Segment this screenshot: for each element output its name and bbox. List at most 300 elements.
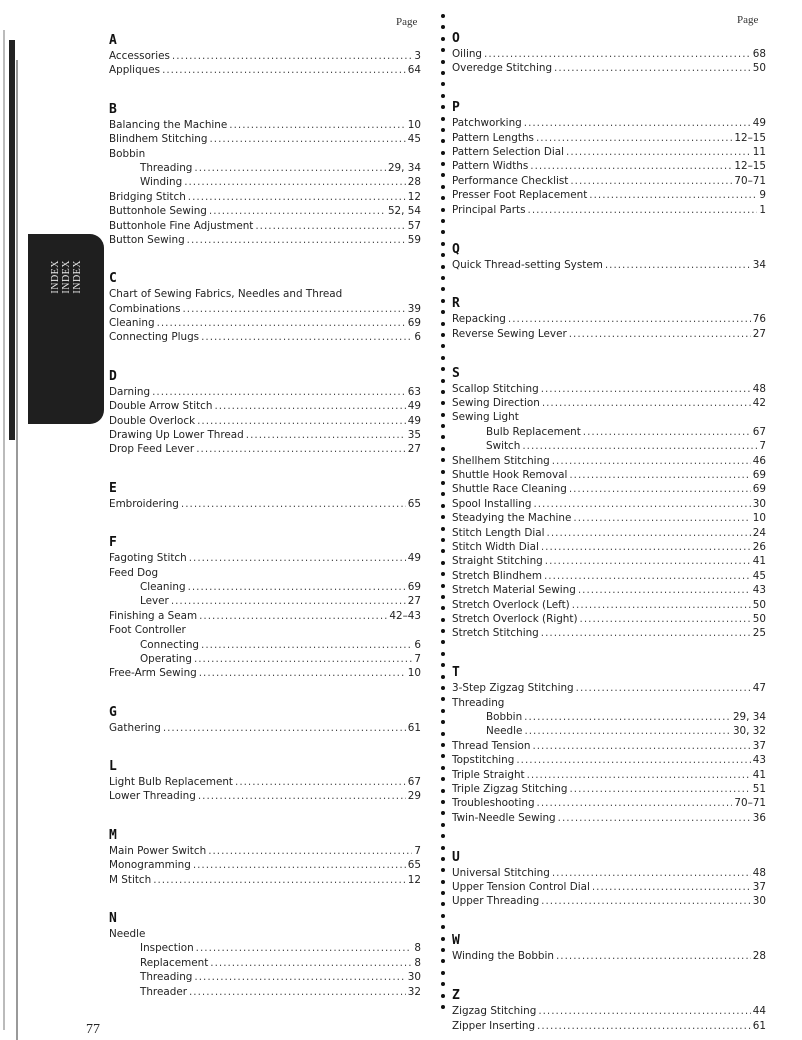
dot-leader (172, 49, 412, 63)
entry-term: Thread Tension (452, 739, 531, 752)
index-entry (109, 497, 421, 511)
dot-leader (235, 775, 406, 789)
entry-page-ref: 65 (407, 497, 421, 510)
divider-dot (441, 846, 445, 850)
entry-term: Threading (140, 971, 193, 984)
entry-page-ref: 69 (752, 483, 766, 496)
divider-dot (441, 37, 445, 41)
index-entry (452, 554, 766, 568)
entry-term: Performance Checklist (452, 174, 569, 187)
dot-leader (547, 526, 751, 540)
index-entry (452, 511, 766, 525)
entry-page-ref: 49 (752, 117, 766, 130)
entry-page-ref: 44 (752, 1005, 766, 1018)
dot-leader (188, 580, 406, 594)
index-entry (109, 204, 421, 218)
entry-term: Upper Threading (452, 895, 540, 908)
index-entry (109, 399, 421, 413)
index-entry (452, 203, 766, 217)
entry-term: Finishing a Seam (109, 609, 198, 622)
entry-term: Quick Thread-setting System (452, 258, 603, 271)
page-number: 77 (86, 1022, 100, 1037)
dot-leader (541, 382, 751, 396)
entry-page-ref: 70–71 (734, 174, 766, 187)
dot-leader (542, 396, 751, 410)
entry-page-ref: 7 (414, 844, 421, 857)
entry-page-ref: 45 (752, 569, 766, 582)
dot-leader (196, 941, 413, 955)
entry-page-ref: 43 (752, 754, 766, 767)
index-heading: Bobbin (109, 147, 146, 160)
entry-term: Threader (140, 985, 187, 998)
letter-heading: Q (452, 241, 460, 257)
divider-dot (441, 14, 445, 18)
divider-dot (441, 504, 445, 508)
letter-heading: G (109, 704, 117, 720)
dot-leader (189, 985, 406, 999)
index-heading: Sewing Light (452, 411, 519, 424)
divider-dot (441, 618, 445, 622)
entry-term: Winding the Bobbin (452, 950, 554, 963)
index-subentry (109, 941, 421, 955)
letter-heading: M (109, 827, 117, 843)
entry-page-ref: 37 (752, 881, 766, 893)
entry-term: Inspection (140, 942, 194, 955)
entry-page-ref: 30, 32 (732, 725, 766, 738)
divider-dot (441, 356, 445, 360)
entry-term: Threading (140, 161, 193, 174)
dot-leader (541, 540, 751, 554)
index-entry (452, 497, 766, 511)
letter-heading: D (109, 368, 117, 384)
entry-term: Zigzag Stitching (452, 1005, 537, 1018)
entry-page-ref: 25 (752, 627, 766, 640)
entry-page-ref: 57 (407, 219, 421, 232)
divider-dot (441, 94, 445, 98)
divider-dot (441, 640, 445, 644)
divider-dot (441, 743, 445, 747)
divider-dot (441, 105, 445, 109)
entry-page-ref: 12 (407, 873, 421, 886)
entry-page-ref: 27 (752, 327, 766, 340)
entry-page-ref: 52, 54 (387, 205, 421, 218)
index-entry (452, 258, 766, 272)
divider-dot (441, 982, 445, 986)
dot-leader (484, 47, 751, 61)
dot-leader (152, 385, 406, 399)
entry-term: Bridging Stitch (109, 190, 186, 203)
entry-term: Patchworking (452, 117, 522, 130)
dot-leader (209, 204, 386, 218)
entry-term: Drawing Up Lower Thread (109, 429, 244, 442)
dot-leader (533, 497, 750, 511)
dot-leader (209, 132, 405, 146)
letter-heading: N (109, 911, 117, 927)
dot-leader (194, 161, 386, 175)
index-entry (109, 132, 421, 146)
index-entry (452, 626, 766, 640)
dot-leader (536, 131, 732, 145)
entry-term: Stitch Width Dial (452, 540, 539, 553)
divider-dot (441, 994, 445, 998)
dot-leader (210, 956, 412, 970)
index-entry (109, 873, 421, 887)
dot-leader (569, 482, 751, 496)
entry-term: Spool Installing (452, 497, 532, 510)
entry-term: Stretch Blindhem (452, 569, 542, 582)
index-entry (452, 526, 766, 540)
entry-term: Drop Feed Lever (109, 443, 195, 456)
entry-term: Main Power Switch (109, 844, 207, 857)
entry-page-ref: 42 (752, 397, 766, 410)
entry-page-ref: 39 (407, 302, 421, 315)
entry-term: Fagoting Stitch (109, 552, 187, 565)
entry-page-ref: 29 (407, 790, 421, 803)
entry-page-ref: 7 (414, 652, 421, 665)
page-column-header-left: Page (396, 16, 418, 28)
entry-page-ref: 30 (752, 497, 766, 510)
letter-heading: R (452, 296, 460, 312)
index-entry (452, 116, 766, 130)
dot-leader (566, 145, 751, 159)
divider-dot (441, 208, 445, 212)
entry-page-ref: 51 (752, 782, 766, 795)
dot-leader (530, 159, 732, 173)
entry-term: Triple Straight (452, 768, 525, 781)
dot-leader (197, 414, 406, 428)
divider-dot (441, 595, 445, 599)
index-entry (452, 782, 766, 796)
entry-page-ref: 1 (759, 203, 766, 216)
entry-page-ref: 49 (407, 414, 421, 427)
entry-term: Straight Stitching (452, 555, 543, 568)
entry-term: Connecting (140, 638, 200, 651)
entry-term: Connecting Plugs (109, 331, 200, 344)
index-entry (452, 583, 766, 597)
dot-leader (544, 569, 751, 583)
entry-term: Zipper Inserting (452, 1019, 536, 1032)
index-entry (109, 551, 421, 565)
entry-term: Shuttle Hook Removal (452, 469, 568, 482)
dot-leader (527, 768, 751, 782)
divider-dot (441, 902, 445, 906)
divider-dot (441, 948, 445, 952)
divider-dot (441, 82, 445, 86)
dot-leader (524, 116, 751, 130)
dot-leader (532, 739, 750, 753)
dot-leader (573, 511, 750, 525)
divider-dot (441, 492, 445, 496)
divider-dot (441, 219, 445, 223)
index-entry (109, 118, 421, 132)
dot-leader (201, 330, 412, 344)
entry-page-ref: 11 (752, 146, 766, 159)
index-entry (452, 811, 766, 825)
dot-leader (201, 638, 412, 652)
index-entry (109, 721, 421, 735)
entry-page-ref: 49 (407, 552, 421, 565)
index-entry (452, 482, 766, 496)
entry-page-ref: 8 (414, 942, 421, 955)
divider-dot (441, 777, 445, 781)
dot-leader (528, 203, 758, 217)
entry-page-ref: 8 (414, 956, 421, 969)
index-entry (109, 858, 421, 872)
divider-dot (441, 868, 445, 872)
entry-term: Double Arrow Stitch (109, 400, 213, 413)
divider-dot (441, 276, 445, 280)
dot-leader (187, 233, 406, 247)
index-entry (452, 382, 766, 396)
index-heading: Chart of Sewing Fabrics, Needles and Thread (109, 288, 343, 301)
entry-page-ref: 10 (407, 118, 421, 131)
entry-page-ref: 30 (407, 971, 421, 984)
entry-page-ref: 29, 34 (732, 710, 766, 723)
entry-term: Presser Foot Replacement (452, 189, 588, 202)
index-entry (109, 775, 421, 789)
dot-leader (541, 894, 751, 908)
dot-leader (196, 442, 406, 456)
letter-heading: F (109, 535, 117, 551)
entry-term: Needle (486, 725, 523, 738)
index-heading: Foot Controller (109, 624, 186, 637)
entry-page-ref: 68 (752, 47, 766, 60)
divider-dot (441, 561, 445, 565)
entry-page-ref: 27 (407, 443, 421, 456)
entry-page-ref: 64 (407, 64, 421, 77)
index-entry (109, 233, 421, 247)
dot-leader (537, 796, 733, 810)
divider-dot (441, 675, 445, 679)
entry-page-ref: 29, 34 (387, 161, 421, 174)
letter-heading: T (452, 665, 460, 681)
index-tab-label: INDEX (72, 260, 83, 294)
letter-group (452, 296, 766, 341)
index-entry (452, 681, 766, 695)
divider-dot (441, 971, 445, 975)
entry-page-ref: 10 (752, 512, 766, 525)
index-heading: Feed Dog (109, 566, 159, 579)
divider-dot (441, 720, 445, 724)
index-entry (452, 1019, 766, 1033)
divider-dot (441, 515, 445, 519)
dot-leader (552, 454, 751, 468)
divider-dot (441, 880, 445, 884)
index-column-right (452, 31, 766, 1033)
index-entry (452, 598, 766, 612)
dot-leader (184, 175, 406, 189)
dot-leader (162, 63, 406, 77)
divider-dot (441, 242, 445, 246)
entry-page-ref: 63 (407, 385, 421, 398)
entry-term: Accessories (109, 49, 170, 62)
index-entry (109, 666, 421, 680)
index-entry (452, 159, 766, 173)
divider-dot (441, 697, 445, 701)
entry-page-ref: 61 (752, 1019, 766, 1032)
letter-heading: U (452, 849, 460, 865)
letter-group (109, 271, 421, 345)
index-heading: Needle (109, 928, 146, 941)
index-entry (452, 866, 766, 880)
dot-leader (255, 219, 405, 233)
divider-dot (441, 310, 445, 314)
entry-page-ref: 49 (407, 400, 421, 413)
index-entry (452, 768, 766, 782)
divider-dot (441, 25, 445, 29)
divider-dot (441, 584, 445, 588)
index-entry (452, 949, 766, 963)
dot-leader (194, 970, 405, 984)
divider-dot (441, 709, 445, 713)
index-entry (452, 61, 766, 75)
letter-group (452, 933, 766, 963)
dot-leader (199, 666, 406, 680)
dot-leader (522, 439, 757, 453)
entry-page-ref: 37 (752, 739, 766, 752)
dot-leader (194, 652, 412, 666)
entry-page-ref: 3 (414, 49, 421, 62)
divider-dot (441, 1005, 445, 1009)
dot-leader (592, 880, 751, 894)
dot-leader (516, 753, 750, 767)
index-entry (452, 468, 766, 482)
letter-group (452, 31, 766, 76)
divider-dot (441, 367, 445, 371)
dot-leader (208, 844, 412, 858)
entry-term: Sewing Direction (452, 397, 540, 410)
dotted-column-divider (438, 14, 448, 1024)
dot-leader (181, 497, 406, 511)
divider-dot (441, 344, 445, 348)
entry-page-ref: 35 (407, 429, 421, 442)
letter-group (452, 665, 766, 825)
index-entry (452, 454, 766, 468)
entry-term: Stitch Length Dial (452, 526, 545, 539)
index-entry (452, 145, 766, 159)
divider-dot (441, 937, 445, 941)
entry-page-ref: 69 (407, 317, 421, 330)
divider-dot (441, 458, 445, 462)
index-subentry (109, 161, 421, 175)
divider-dot (441, 196, 445, 200)
index-subentry (452, 724, 766, 738)
entry-term: Cleaning (109, 317, 155, 330)
dot-leader (153, 873, 406, 887)
entry-page-ref: 32 (407, 985, 421, 998)
letter-heading: Z (452, 988, 460, 1004)
entry-term: Reverse Sewing Lever (452, 327, 567, 340)
entry-page-ref: 45 (407, 133, 421, 146)
entry-term: Scallop Stitching (452, 382, 539, 395)
letter-heading: E (109, 480, 117, 496)
entry-term: Replacement (140, 956, 209, 969)
dot-leader (537, 1019, 751, 1033)
divider-dot (441, 71, 445, 75)
index-entry (452, 753, 766, 767)
index-entry (452, 312, 766, 326)
entry-term: Triple Zigzag Stitching (452, 782, 568, 795)
index-entry (452, 174, 766, 188)
index-entry (452, 396, 766, 410)
entry-page-ref: 24 (752, 526, 766, 539)
letter-heading: P (452, 100, 460, 116)
entry-page-ref: 47 (752, 682, 766, 695)
index-subentry (452, 710, 766, 724)
entry-page-ref: 7 (759, 440, 766, 453)
entry-page-ref: 6 (414, 331, 421, 344)
divider-dot (441, 789, 445, 793)
entry-page-ref: 41 (752, 555, 766, 568)
entry-term: Pattern Selection Dial (452, 146, 565, 159)
divider-dot (441, 663, 445, 667)
index-entry (452, 131, 766, 145)
entry-term: Overedge Stitching (452, 62, 553, 75)
dot-leader (605, 258, 751, 272)
letter-group (109, 369, 421, 457)
dot-leader (199, 609, 387, 623)
entry-page-ref: 43 (752, 584, 766, 597)
entry-term: Cleaning (140, 580, 186, 593)
entry-term: Appliques (109, 64, 161, 77)
entry-page-ref: 30 (752, 895, 766, 908)
divider-dot (441, 424, 445, 428)
letter-group (109, 33, 421, 78)
index-entry (109, 190, 421, 204)
index-entry (109, 844, 421, 858)
entry-term: Lower Threading (109, 790, 196, 803)
entry-page-ref: 6 (414, 638, 421, 651)
entry-term: Free-Arm Sewing (109, 667, 197, 680)
divider-dot (441, 732, 445, 736)
dot-leader (541, 626, 751, 640)
index-entry (452, 894, 766, 908)
divider-dot (441, 766, 445, 770)
dot-leader (229, 118, 405, 132)
entry-term: Shellhem Stitching (452, 454, 550, 467)
index-entry (452, 796, 766, 810)
index-entry (109, 414, 421, 428)
entry-page-ref: 28 (407, 176, 421, 189)
letter-group (452, 366, 766, 641)
dot-leader (589, 188, 757, 202)
index-entry (109, 609, 421, 623)
divider-dot (441, 857, 445, 861)
entry-page-ref: 12 (407, 190, 421, 203)
entry-page-ref: 36 (752, 811, 766, 824)
dot-leader (524, 724, 731, 738)
index-entry (109, 219, 421, 233)
letter-heading: W (452, 933, 460, 949)
entry-term: Steadying the Machine (452, 512, 572, 525)
index-entry (452, 47, 766, 61)
index-subentry (109, 580, 421, 594)
entry-term: Shuttle Race Cleaning (452, 483, 567, 496)
entry-page-ref: 27 (407, 595, 421, 608)
divider-dot (441, 834, 445, 838)
letter-group (109, 705, 421, 735)
index-entry (109, 316, 421, 330)
index-entry (109, 442, 421, 456)
index-tab-label: INDEX (50, 260, 61, 294)
entry-term: Stretch Stitching (452, 627, 539, 640)
divider-dot (441, 173, 445, 177)
letter-group (452, 100, 766, 217)
entry-term: Darning (109, 385, 151, 398)
entry-page-ref: 65 (407, 859, 421, 872)
index-entry (109, 330, 421, 344)
index-subentry (109, 652, 421, 666)
